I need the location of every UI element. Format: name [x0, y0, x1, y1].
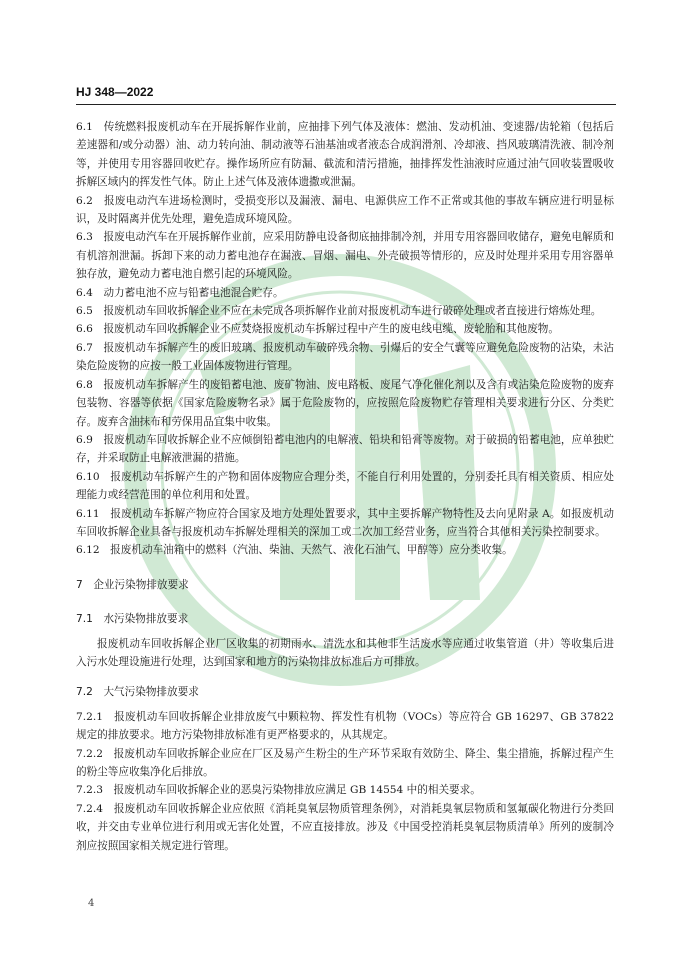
clause-6-3: 6.3 报废电动汽车在开展拆解作业前，应采用防静电设备彻底抽排制冷剂，并用专用容器回收储存，避免电解质和有机溶剂泄漏。拆卸下来的动力蓄电池存在漏液、冒烟、漏电、外壳破损等情形的，应及时处理并采用专用容器单独存放，避免动力蓄电池自燃引起的环境风险。 — [76, 231, 614, 281]
clause-6-12: 6.12 报废机动车油箱中的燃料（汽油、柴油、天然气、液化石油气、甲醇等）应分类收集。 — [76, 544, 513, 557]
document-body — [76, 118, 614, 855]
page-number: 4 — [88, 898, 95, 909]
clause-6-7: 6.7 报废机动车拆解产生的废旧玻璃、报废机动车破碎残余物、引爆后的安全气囊等应避免危险废物的沾染，未沾染危险废物的应按一般工业固体废物进行管理。 — [76, 341, 614, 373]
clause-6-10: 6.10 报废机动车拆解产生的产物和固体废物应合理分类，不能自行利用处置的，分别委托具有相关资质、相应处理能力或经营范围的单位利用和处置。 — [76, 470, 614, 502]
clause-6-1: 6.1 传统燃料报废机动车在开展拆解作业前，应抽排下列气体及液体：燃油、发动机油、变速器/齿轮箱（包括后差速器和/或分动器）油、动力转向油、制动液等石油基油或者液态合成润滑剂、冷却液、挡风玻璃清洗液、制冷剂等，并使用专用容器回收贮存。操作场所应有防漏、截流和清污措施，抽排挥发性油液时应通过油气回收装置吸收拆解区域内的挥发性气体。防止上述气体及液体遗撒或泄漏。 — [76, 121, 614, 189]
clause-7-2-4: 7.2.4 报废机动车回收拆解企业应依照《消耗臭氧层物质管理条例》，对消耗臭氧层物质和氢氟碳化物进行分类回收，并交由专业单位进行利用或无害化处置，不应直接排放。涉及《中国受控消耗臭氧层物质清单》所列的废制冷剂应按照国家相关规定进行管理。 — [76, 802, 614, 852]
section-heading-7-1: 7.1 水污染物排放要求 — [76, 613, 189, 626]
section-heading-7: 7 企业污染物排放要求 — [76, 578, 189, 591]
clause-6-2: 6.2 报废电动汽车进场检测时，受损变形以及漏液、漏电、电源供应工作不正常或其他的事故车辆应进行明显标识，及时隔离并优先处理，避免造成环境风险。 — [76, 194, 614, 226]
clause-6-6: 6.6 报废机动车回收拆解企业不应焚烧报废机动车拆解过程中产生的废电线电缆、废轮胎和其他废物。 — [76, 323, 559, 336]
section-heading-7-2: 7.2 大气污染物排放要求 — [76, 686, 199, 699]
standard-code: HJ 348—2022 — [76, 85, 154, 99]
header-divider — [76, 104, 616, 105]
clause-6-9: 6.9 报废机动车回收拆解企业不应倾倒铅蓄电池内的电解液、铅块和铅膏等废物。对于破损的铅蓄电池，应单独贮存，并采取防止电解液泄漏的措施。 — [76, 433, 614, 465]
clause-7-2-3: 7.2.3 报废机动车回收拆解企业的恶臭污染物排放应满足 GB 14554 中的相关要求。 — [76, 784, 481, 797]
clause-6-8: 6.8 报废机动车拆解产生的废铅蓄电池、废矿物油、废电路板、废尾气净化催化剂以及含有或沾染危险废物的废弃包装物、容器等依据《国家危险废物名录》属于危险废物的，应按照危险废物贮存管理相关要求进行分区、分类贮存。废弃含油抹布和劳保用品宜集中收集。 — [76, 378, 614, 428]
clause-7-2-1: 7.2.1 报废机动车回收拆解企业排放废气中颗粒物、挥发性有机物（VOCs）等应符合 GB 16297、GB 37822 规定的排放要求。地方污染物排放标准有更严格要求的，从其规定。 — [76, 710, 614, 742]
clause-7-2-2: 7.2.2 报废机动车回收拆解企业应在厂区及易产生粉尘的生产环节采取有效防尘、降尘、集尘措施，拆解过程产生的粉尘等应收集净化后排放。 — [76, 747, 614, 778]
paragraph-7-1: 报废机动车回收拆解企业厂区收集的初期雨水、清洗水和其他非生活废水等应通过收集管道（井）等收集后进入污水处理设施进行处理，达到国家和地方的污染物排放标准后方可排放。 — [76, 637, 614, 668]
clause-6-11: 6.11 报废机动车拆解产物应符合国家及地方处理处置要求，其中主要拆解产物特性及去向见附录 A。如报废机动车回收拆解企业具备与报废机动车拆解处理相关的深加工或二次加工经营业务，应当符合其他相关污染控制要求。 — [76, 507, 614, 538]
clause-6-5: 6.5 报废机动车回收拆解企业不应在未完成各项拆解作业前对报废机动车进行破碎处理或者直接进行熔炼处理。 — [76, 305, 602, 318]
clause-6-4: 6.4 动力蓄电池不应与铅蓄电池混合贮存。 — [76, 286, 284, 299]
